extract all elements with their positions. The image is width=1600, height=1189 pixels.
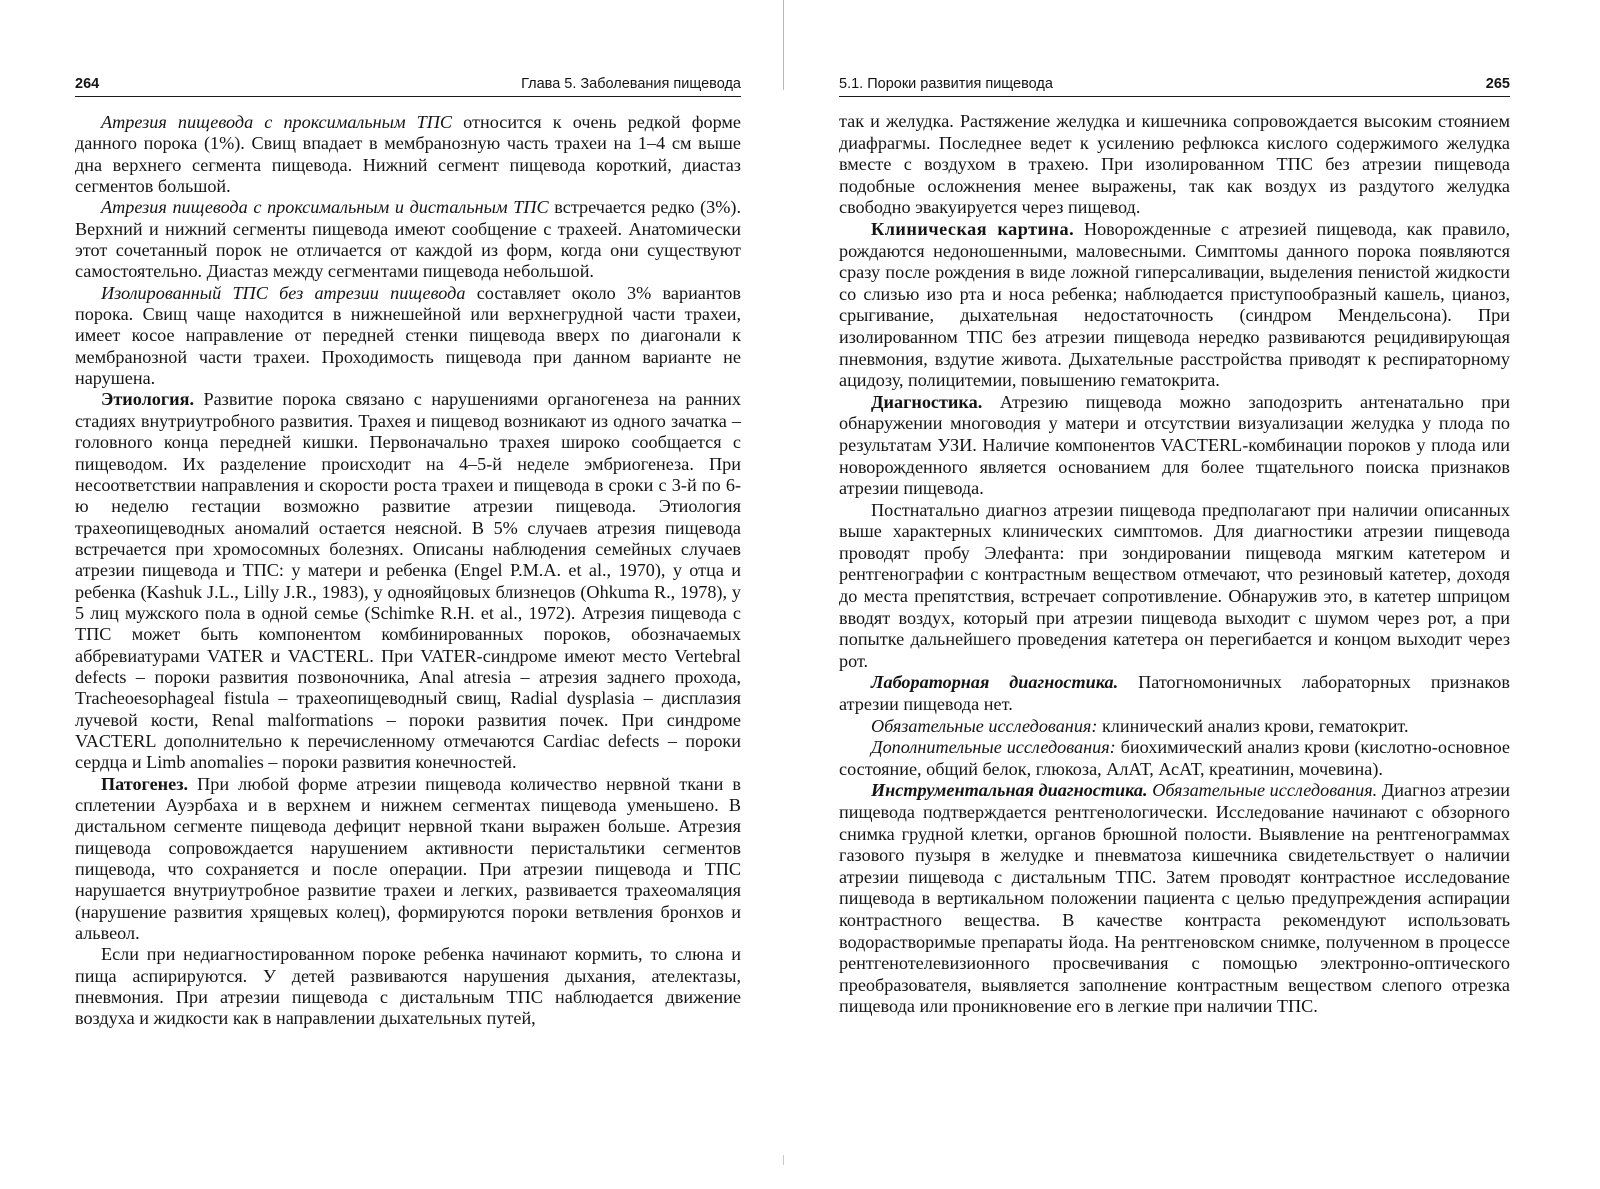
left-page-body <box>75 112 741 1030</box>
section-heading-etiology: Этиология. <box>101 389 195 410</box>
gutter-mark <box>783 1155 784 1165</box>
page-number: 265 <box>1485 76 1510 92</box>
paragraph <box>839 716 1510 738</box>
paragraph <box>75 774 741 945</box>
paragraph <box>839 219 1510 392</box>
paragraph-lead: Обязательные исследования: <box>871 715 1098 736</box>
paragraph-lead: Дополнительные исследования: <box>871 737 1116 758</box>
paragraph <box>839 737 1510 780</box>
paragraph-body: Постнатально диагноз атрезии пищевода предполагают при наличии описанных выше характерных клинических симптомов. Для диагностики атрезии пищевода проводят пробу Элефанта: при зондировании пищевода мягким катетером и рентгенографии с контрастным веществом отмечают, что резиновый катетер, доходя до места препятствия, встречает сопротивление. Обнаружив это, в катетер шприцом вводят воздух, который при атрезии пищевода выходит с шумом через рот, а при попытке дальнейшего проведения катетера он перегибается и концом выходит через рот. <box>839 499 1510 671</box>
left-page-header <box>75 72 741 97</box>
section-heading-diagnostics: Диагностика. <box>871 391 983 412</box>
right-page-header <box>839 72 1510 97</box>
paragraph-body: биохимический анализ крови (кислотно-основное состояние, общий белок, глюкоза, АлАТ, АсАТ, креатинин, мочевина). <box>839 737 1510 779</box>
paragraph-body: Если при недиагностированном пороке ребенка начинают кормить, то слюна и пища аспирируются. У детей развиваются нарушения дыхания, ателектазы, пневмония. При атрезии пищевода с дистальным ТПС наблюдается движение воздуха и жидкости как в направлении дыхательных путей, <box>75 944 741 1029</box>
paragraph <box>75 389 741 773</box>
paragraph-lead: Изолированный ТПС без атрезии пищевода <box>101 282 466 303</box>
paragraph <box>75 112 741 197</box>
paragraph-lead: Атрезия пищевода с проксимальным ТПС <box>101 112 453 132</box>
paragraph-body: так и желудка. Растяжение желудка и кишечника сопровождается высоким стоянием диафрагмы. Последнее ведет к усилению рефлюкса кислого содержимого желудка вместе с воздухом в трахею. При изолированном ТПС без атрезии пищевода подобные осложнения менее выражены, так как воздух из раздутого желудка свободно эвакуируется через пищевод. <box>839 111 1510 218</box>
paragraph <box>839 392 1510 500</box>
right-page-body <box>839 111 1510 1018</box>
paragraph-body: встречается редко (3%). Верхний и нижний сегменты пищевода имеют сообщение с трахеей. Анатомически этот сочетанный порок не отличается от каждой из форм, когда они существуют самостоятельно. Диастаз между сегментами пищевода небольшой. <box>75 197 741 282</box>
paragraph-body: относится к очень редкой форме данного порока (1%). Свищ впадает в мембранозную часть трахеи на 1–4 см выше дна верхнего сегмента пищевода. Нижний сегмент пищевода короткий, диастаз сегментов большой. <box>75 112 741 197</box>
paragraph-body: Новорожденные с атрезией пищевода, как правило, рождаются недоношенными, маловесными. Симптомы данного порока появляются сразу после рождения в виде ложной гиперсаливации, выделения пенистой жидкости со слизью изо рта и носа ребенка; наблюдается приступообразный кашель, цианоз, срыгивание, дыхательная недостаточность (синдром Мендельсона). При изолированном ТПС без атрезии пищевода нередко развиваются рецидивирующая пневмония, вздутие живота. Дыхательные расстройства приводят к респираторному ацидозу, полицитемии, повышению гематокрита. <box>839 218 1511 391</box>
paragraph-body: клинический анализ крови, гематокрит. <box>1097 715 1409 736</box>
paragraph-body: Диагноз атрезии пищевода подтверждается рентгенологически. Исследование начинают с обзорного снимка грудной клетки, органов брюшной полости. Выявление на рентгенограммах газового пузыря в желудке и пневматоза кишечника свидетельствует о наличии атрезии пищевода с дистальным ТПС. Затем проводят контрастное исследование пищевода в вертикальном положении пациента с целью предупреждения аспирации контрастного вещества. В качестве контраста рекомендуют использовать водорастворимые препараты йода. На рентгеновском снимке, полученном в процессе рентгенотелевизионного просвечивания с помощью электронно-оптического преобразователя, выявляется заполнение контрастным веществом слепого отрезка пищевода или проникновение его в легкие при наличии ТПС. <box>839 780 1511 1017</box>
paragraph <box>75 944 741 1029</box>
section-heading-pathogenesis: Патогенез. <box>101 773 189 794</box>
paragraph-lead: Атрезия пищевода с проксимальным и дистальным ТПС <box>101 197 549 218</box>
paragraph <box>839 111 1510 219</box>
paragraph <box>839 672 1510 715</box>
paragraph-sublead: Обязательные исследования. <box>1147 780 1378 801</box>
running-title: 5.1. Пороки развития пищевода <box>839 76 1053 92</box>
running-title: Глава 5. Заболевания пищевода <box>521 76 741 92</box>
paragraph-body: составляет около 3% вариантов порока. Свищ чаще находится в нижнешейной или верхнегрудной части трахеи, имеет косое направление от передней стенки пищевода вверх по диагонали к мембранозной части трахеи. Проходимость пищевода при данном варианте не нарушена. <box>75 282 741 389</box>
paragraph <box>75 283 741 390</box>
paragraph <box>75 197 741 282</box>
paragraph-body: Развитие порока связано с нарушениями органогенеза на ранних стадиях внутриутробного развития. Трахея и пищевод возникают из одного зачатка – головного конца передней кишки. Первоначально трахея широко сообщается с пищеводом. Их разделение происходит на 4–5-й неделе эмбриогенеза. При несоответствии направления и скорости роста трахеи и пищевода в сроки с 3-й по 6-ю неделю гестации возможно развитие атрезии пищевода. Этиология трахеопищеводных аномалий остается неясной. В 5% случаев атрезия пищевода встречается при хромосомных болезнях. Описаны наблюдения семейных случаев атрезии пищевода и ТПС: у матери и ребенка (Engel P.M.A. et al., 1970), у отца и ребенка (Kashuk J.L., Lilly J.R., 1983), у однояйцовых близнецов (Ohkuma R., 1978), у 5 лиц мужского пола в одной семье (Schimke R.H. et al., 1972). Атрезия пищевода с ТПС может быть компонентом комбинированных пороков, обозначаемых аббревиатурами VATER и VACTERL. При VATER-синдроме имеют место Vertebral defects – пороки развития позвоночника, Anal atresia – атрезия заднего прохода, Tracheoesophageal fistula – трахеопищеводный свищ, Radial dysplasia – дисплазия лучевой кости, Renal malformations – пороки развития почек. При синдроме VACTERL дополнительно к перечисленному отмечаются Cardiac defects – пороки сердца и Limb anomalies – пороки развития конечностей. <box>75 389 741 773</box>
paragraph <box>839 500 1510 673</box>
section-heading-instrumental: Инструментальная диагностика. <box>871 780 1148 801</box>
paragraph-body: Патогномоничных лабораторных признаков атрезии пищевода нет. <box>839 672 1510 715</box>
gutter-line <box>783 0 784 90</box>
section-heading-lab: Лабораторная диагностика. <box>871 672 1119 693</box>
paragraph <box>839 780 1510 1018</box>
section-heading-clinical: Клиническая картина. <box>871 218 1075 239</box>
paragraph-body: При любой форме атрезии пищевода количество нервной ткани в сплетении Ауэрбаха и в верхнем и нижнем сегментах пищевода уменьшено. В дистальном сегменте пищевода дефицит нервной ткани выражен больше. Атрезия пищевода сопровождается нарушением активности перистальтики сегментов пищевода, что сохраняется и после операции. При атрезии пищевода и ТПС нарушается внутриутробное развитие трахеи и легких, развивается трахеомаляция (нарушение развития хрящевых колец), формируются пороки ветвления бронхов и альвеол. <box>75 773 741 944</box>
page-number: 264 <box>75 76 100 92</box>
paragraph-body: Атрезию пищевода можно заподозрить антенатально при обнаружении многоводия у матери и отсутствии визуализации желудка у плода по результатам УЗИ. Наличие компонентов VACTERL-комбинации пороков у плода или новорожденного является основанием для более тщательного поиска признаков атрезии пищевода. <box>839 391 1510 499</box>
